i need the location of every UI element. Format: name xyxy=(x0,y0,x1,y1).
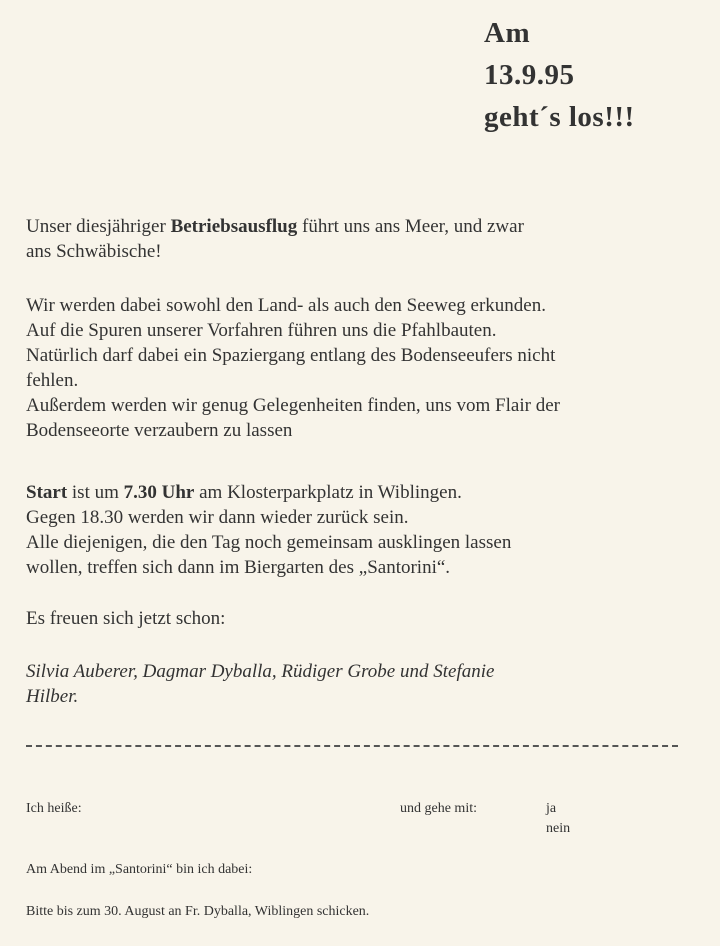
start-bold-time: 7.30 Uhr xyxy=(123,482,195,503)
name-label: Ich heiße: xyxy=(26,801,82,816)
start-line-4: wollen, treffen sich dann im Biergarten des „Santorini“. xyxy=(26,557,451,578)
intro-line-2: ans Schwäbische! xyxy=(26,241,162,262)
intro-text-2: führt uns ans Meer, und zwar xyxy=(297,216,524,237)
start-line-1 xyxy=(26,480,706,505)
gehe-mit-label: und gehe mit: xyxy=(400,801,477,816)
signers-line-1: Silvia Auberer, Dagmar Dyballa, Rüdiger Grobe und Stefanie xyxy=(26,661,495,682)
signers xyxy=(26,659,706,709)
headline-line-3: geht´s los!!! xyxy=(484,101,635,133)
option-nein: nein xyxy=(546,821,571,836)
details-line-1: Wir werden dabei sowohl den Land- als auch den Seeweg erkunden. xyxy=(26,295,546,316)
details-line-6: Bodenseeorte verzaubern zu lassen xyxy=(26,420,293,441)
headline-date: 13.9.95 xyxy=(484,59,575,91)
details-paragraph xyxy=(26,293,706,443)
details-line-5: Außerdem werden wir genug Gelegenheiten finden, uns vom Flair der xyxy=(26,395,560,416)
abend-label: Am Abend im „Santorini“ bin ich dabei: xyxy=(26,862,253,877)
intro-line-1 xyxy=(26,214,706,239)
cut-line-divider xyxy=(26,745,678,747)
start-bold-label: Start xyxy=(26,482,68,503)
signers-line-2: Hilber. xyxy=(26,686,79,707)
intro-bold-betriebsausflug: Betriebsausflug xyxy=(170,216,298,237)
headline xyxy=(484,12,635,138)
intro-paragraph xyxy=(26,214,706,264)
details-line-3: Natürlich darf dabei ein Spaziergang entlang des Bodenseeufers nicht xyxy=(26,345,556,366)
start-text-mid: ist um xyxy=(67,482,124,503)
start-line-2: Gegen 18.30 werden wir dann wieder zurück sein. xyxy=(26,507,409,528)
option-ja: ja xyxy=(546,801,557,816)
details-line-2: Auf die Spuren unserer Vorfahren führen uns die Pfahlbauten. xyxy=(26,320,497,341)
start-paragraph xyxy=(26,480,706,580)
details-line-4: fehlen. xyxy=(26,370,79,391)
freuen-line xyxy=(26,606,706,631)
headline-line-1: Am xyxy=(484,17,531,49)
freuen-text: Es freuen sich jetzt schon: xyxy=(26,608,226,629)
start-line-3: Alle diejenigen, die den Tag noch gemeinsam ausklingen lassen xyxy=(26,532,512,553)
start-text-rest: am Klosterparkplatz in Wiblingen. xyxy=(194,482,462,503)
intro-text-1: Unser diesjähriger xyxy=(26,216,171,237)
return-instruction: Bitte bis zum 30. August an Fr. Dyballa, Wiblingen schicken. xyxy=(26,904,370,919)
